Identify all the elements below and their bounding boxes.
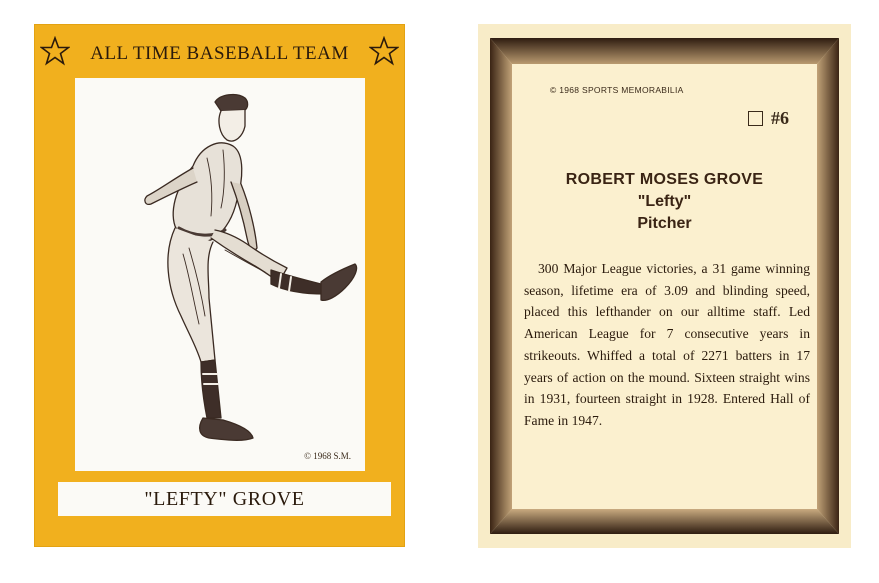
- biography-text: 300 Major League victories, a 31 game winning season, lifetime era of 3.09 and blinding speed, placed this lefthander on our alltime staff. Led American League for 7 consecutive years in strikeouts. Whiffed a total of 2271 batters in 17 years of action on the mound. Sixteen straight wins in 1931, fourteen straight in 1928. Entered Hall of Fame in 1947.: [524, 261, 810, 428]
- card-number: #6: [771, 108, 789, 128]
- star-icon: [369, 36, 399, 66]
- pitcher-illustration: [75, 78, 365, 471]
- card-front: [34, 24, 405, 547]
- card-title: ALL TIME BASEBALL TEAM: [90, 43, 349, 64]
- player-name-bar: "LEFTY" GROVE: [58, 482, 391, 516]
- collected-checkbox[interactable]: [748, 111, 763, 126]
- card-back: [478, 24, 851, 548]
- pitcher-drawing: [75, 78, 365, 471]
- full-name: ROBERT MOSES GROVE: [565, 171, 764, 188]
- back-copyright: © 1968 SPORTS MEMORABILIA: [550, 85, 684, 95]
- nickname: "Lefty": [637, 193, 692, 210]
- position: Pitcher: [637, 215, 692, 232]
- front-copyright: © 1968 S.M.: [304, 451, 351, 461]
